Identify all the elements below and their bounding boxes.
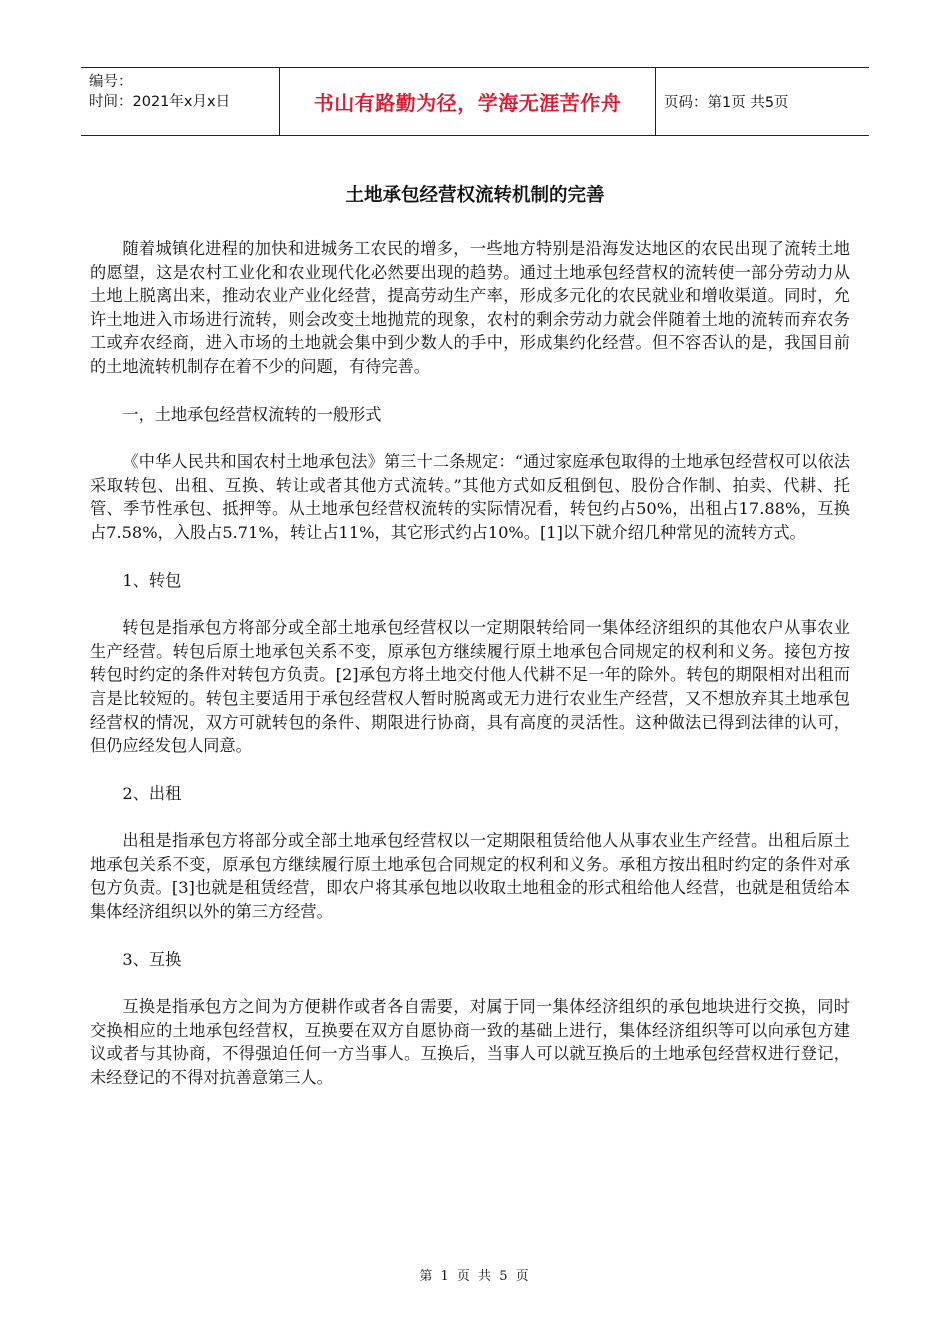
header-motto: 书山有路勤为径，学海无涯苦作舟 (280, 68, 656, 135)
paragraph-exchange: 互换是指承包方之间为方便耕作或者各自需要，对属于同一集体经济组织的承包地块进行交换，同时交换相应的土地承包经营权，互换要在双方自愿协商一致的基础上进行，集体经济组织等可以向承包方建议或者与其协商，不得强迫任何一方当事人。互换后，当事人可以就互换后的土地承包经营权进行登记，未经登记的不得对抗善意第三人。 (90, 997, 850, 1088)
document-title: 土地承包经营权流转机制的完善 (345, 185, 605, 206)
subsection-heading-exchange: 3、互换 (122, 949, 182, 969)
subsection-heading-lease: 2、出租 (122, 783, 182, 803)
header-meta (81, 68, 280, 135)
paragraph-sublease: 转包是指承包方将部分或全部土地承包经营权以一定期限转给同一集体经济组织的其他农户从事农业生产经营。转包后原土地承包关系不变，原承包方继续履行原土地承包合同规定的权利和义务。接包方按转包时约定的条件对转包方负责。[2]承包方将土地交付他人代耕不足一年的除外。转包的期限相对出租而言是比较短的。转包主要适用于承包经营权人暂时脱离或无力进行农业生产经营，又不想放弃其土地承包经营权的情况，双方可就转包的条件、期限进行协商，具有高度的灵活性。这种做法已得到法律的认可，但仍应经发包人同意。 (90, 618, 850, 756)
paragraph-law: 《中华人民共和国农村土地承包法》第三十二条规定：“通过家庭承包取得的土地承包经营权可以依法采取转包、出租、互换、转让或者其他方式流转。”其他方式如反租倒包、股份合作制、拍卖、代耕、托管、季节性承包、抵押等。从土地承包经营权流转的实际情况看，转包约占50%，出租占17.88%，互换占7.58%，入股占5.71%，转让占11%，其它形式约占10%。[1]以下就介绍几种常见的流转方式。 (90, 452, 850, 542)
header-page-info: 页码：第1页 共5页 (664, 95, 789, 111)
number-label: 编号： (89, 74, 133, 90)
time-label: 时间：2021年x月x日 (89, 94, 231, 110)
page-footer: 第 1 页 共 5 页 (419, 1269, 531, 1284)
paragraph-intro: 随着城镇化进程的加快和进城务工农民的增多，一些地方特别是沿海发达地区的农民出现了流转土地的愿望，这是农村工业化和农业现代化必然要出现的趋势。通过土地承包经营权的流转使一部分劳动力从土地上脱离出来，推动农业产业化经营，提高劳动生产率，形成多元化的农民就业和增收渠道。同时，允许土地进入市场进行流转，则会改变土地抛荒的现象，农村的剩余劳动力就会伴随着土地的流转而弃农务工或弃农经商，进入市场的土地就会集中到少数人的手中，形成集约化经营。但不容否认的是，我国目前的土地流转机制存在着不少的问题，有待完善。 (90, 239, 850, 376)
section-heading-1: 一，土地承包经营权流转的一般形式 (122, 404, 382, 424)
document-body (90, 237, 850, 1090)
page-header (81, 67, 869, 136)
paragraph-lease: 出租是指承包方将部分或全部土地承包经营权以一定期限租赁给他人从事农业生产经营。出租后原土地承包关系不变，原承包方继续履行原土地承包合同规定的权利和义务。承租方按出租时约定的条件对承包方负责。[3]也就是租赁经营，即农户将其承包地以收取土地租金的形式租给他人经营，也就是租赁给本集体经济组织以外的第三方经营。 (90, 831, 850, 922)
subsection-heading-sublease: 1、转包 (122, 570, 182, 590)
